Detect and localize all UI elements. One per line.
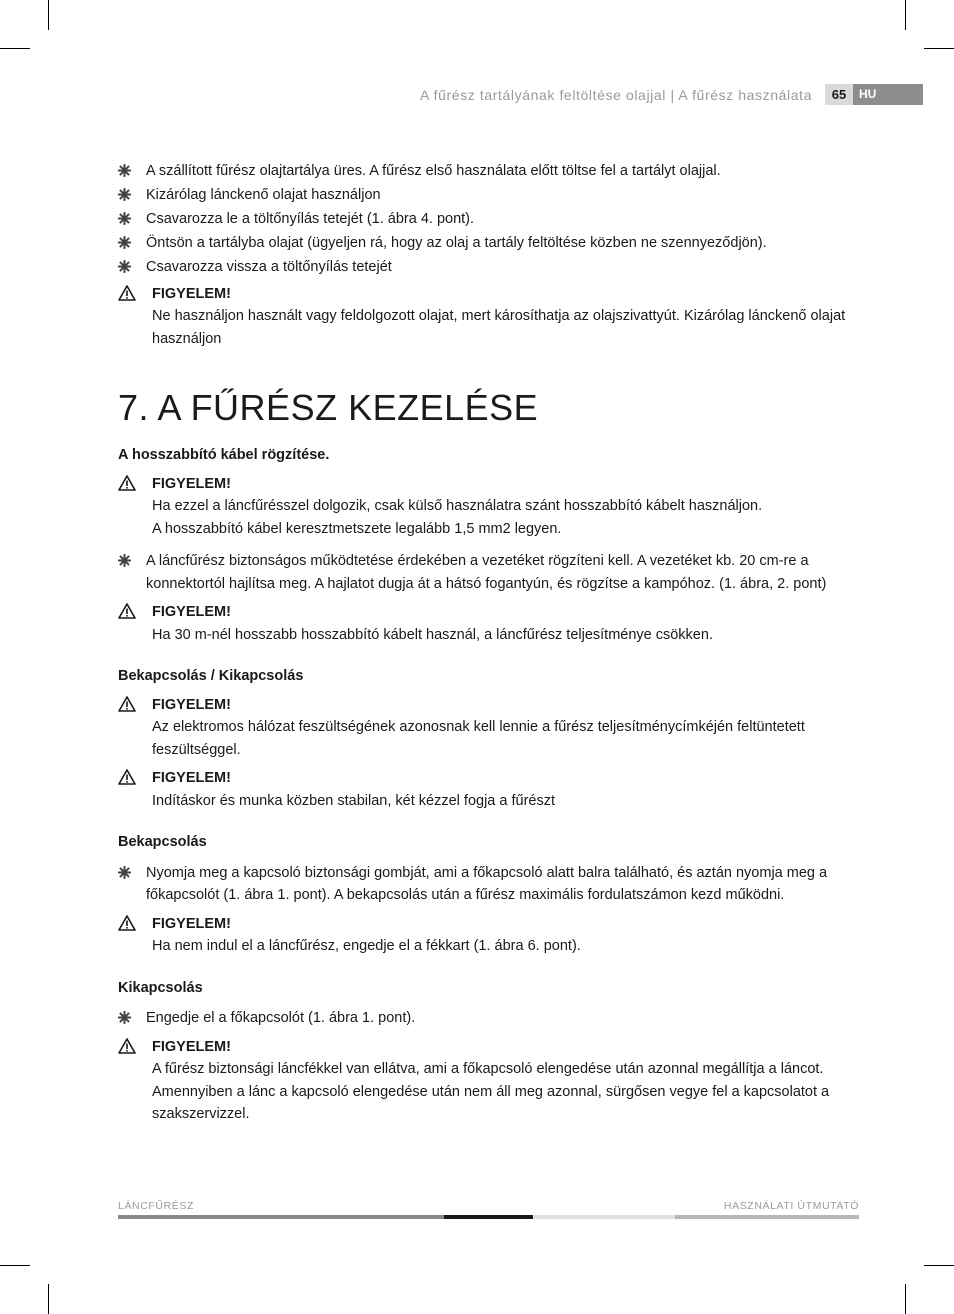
bullet-text: Csavarozza vissza a töltőnyílás tetejét [146, 259, 392, 275]
warning-icon [118, 475, 136, 491]
warning-title: FIGYELEM! [152, 915, 231, 932]
bullet-text: Csavarozza le a töltőnyílás tetejét (1. ábra 4. pont). [146, 211, 475, 227]
crop-mark [0, 48, 30, 49]
bullet-icon [118, 188, 131, 201]
list-item [118, 550, 858, 595]
bullet-icon [118, 1011, 131, 1024]
warning-title: FIGYELEM! [152, 770, 231, 786]
warning-icon [118, 603, 136, 619]
warning-icon [118, 769, 136, 785]
footer-product: LÁNCFŰRÉSZ [118, 1200, 195, 1212]
warning-block [118, 1036, 858, 1126]
bullet-list [118, 160, 858, 279]
page-content [118, 160, 858, 1126]
warning-block [118, 283, 858, 351]
bullet-icon [118, 236, 131, 249]
warning-title: FIGYELEM! [152, 696, 231, 713]
list-item [118, 256, 858, 279]
footer-bar [118, 1215, 859, 1219]
warning-block [118, 913, 858, 958]
list-item [118, 232, 858, 255]
footer-bar-segment [533, 1215, 675, 1219]
warning-text: A hosszabbító kábel keresztmetszete legalább 1,5 mm2 legyen. [152, 520, 562, 537]
warning-block [118, 601, 858, 646]
bullet-text: Öntsön a tartályba olajat (ügyeljen rá, hogy az olaj a tartály feltöltése közben ne szennyeződjön). [146, 235, 767, 251]
subheading: Kikapcsolás [118, 979, 203, 996]
subheading: Bekapcsolás / Kikapcsolás [118, 668, 304, 684]
footer-doc-type: HASZNÁLATI ÚTMUTATÓ [723, 1200, 859, 1212]
list-item [118, 208, 858, 231]
footer-bar-segment [675, 1215, 859, 1219]
list-item [118, 862, 858, 907]
language-tag: HU [853, 84, 923, 105]
warning-icon [118, 1038, 136, 1054]
warning-icon [118, 285, 136, 301]
list-item [118, 184, 858, 207]
subheading: Bekapcsolás [118, 834, 207, 850]
bullet-icon [118, 212, 131, 225]
crop-mark [905, 0, 906, 30]
crop-mark [48, 1284, 49, 1314]
warning-block [118, 473, 858, 541]
bullet-icon [118, 866, 131, 879]
crop-mark [48, 0, 49, 30]
warning-text: Amennyiben a lánc a kapcsoló elengedése után nem áll meg azonnal, sürgősen vegye fel a kapcsolatot a szakszervizzel. [152, 1083, 830, 1122]
warning-block [118, 767, 858, 812]
warning-icon [118, 915, 136, 931]
warning-text: A fűrész biztonsági láncfékkel van ellátva, ami a főkapcsoló elengedése után azonnal megállítja a láncot. [152, 1061, 824, 1077]
warning-icon [118, 696, 136, 712]
bullet-text: A láncfűrész biztonságos működtetése érdekében a vezetéket rögzíteni kell. A vezetéket kb. 20 cm-re a konnektortól hajlítsa meg. A hajlatot dugja át a hátsó fogantyún, és rögzítse a kampóhoz. (1. ábra, 2. pont) [146, 553, 827, 592]
bullet-text: A szállított fűrész olajtartálya üres. A fűrész első használata előtt töltse fel a tartályt olajjal. [146, 163, 721, 179]
footer-bar-segment [444, 1215, 533, 1219]
warning-text: Indításkor és munka közben stabilan, két kézzel fogja a fűrészt [152, 792, 555, 809]
warning-title: FIGYELEM! [152, 1038, 231, 1055]
bullet-icon [118, 164, 131, 177]
bullet-icon [118, 260, 131, 273]
subheading: A hosszabbító kábel rögzítése. [118, 447, 330, 463]
warning-title: FIGYELEM! [152, 285, 231, 302]
warning-text: Ne használjon használt vagy feldolgozott olajat, mert károsíthatja az olajszivattyút. Kizárólag lánckenő olajat használjon [152, 308, 846, 347]
bullet-text: Kizárólag lánckenő olajat használjon [146, 187, 381, 203]
list-item [118, 160, 858, 183]
section-title: 7. A FŰRÉSZ KEZELÉSE [118, 387, 539, 428]
crop-mark [0, 1265, 30, 1266]
warning-text: Az elektromos hálózat feszültségének azonosnak kell lennie a fűrész teljesítménycímkéjén feltüntetett feszültséggel. [152, 719, 805, 758]
footer-bar-segment [118, 1215, 444, 1219]
crop-mark [905, 1284, 906, 1314]
crop-mark [924, 1265, 954, 1266]
warning-title: FIGYELEM! [152, 604, 231, 620]
page-number: 65 [825, 84, 853, 105]
warning-text: Ha ezzel a láncfűrésszel dolgozik, csak külső használatra szánt hosszabbító kábelt használjon. [152, 498, 763, 514]
list-item [118, 1007, 858, 1030]
running-header: A fűrész tartályának feltöltése olajjal | A fűrész használata [420, 87, 812, 103]
warning-text: Ha nem indul el a láncfűrész, engedje el a fékkart (1. ábra 6. pont). [152, 938, 581, 954]
warning-text: Ha 30 m-nél hosszabb hosszabbító kábelt használ, a láncfűrész teljesítménye csökken. [152, 626, 713, 643]
bullet-text: Engedje el a főkapcsolót (1. ábra 1. pont). [146, 1010, 416, 1026]
crop-mark [924, 48, 954, 49]
warning-title: FIGYELEM! [152, 475, 231, 492]
warning-block [118, 694, 858, 762]
bullet-text: Nyomja meg a kapcsoló biztonsági gombját, ami a főkapcsoló alatt balra található, és aztán nyomja meg a főkapcsolót (1. ábra 1. pont). A bekapcsolás után a fűrész maximális fordulatszámon kezd működni. [146, 864, 828, 903]
bullet-icon [118, 554, 131, 567]
page-badge [825, 84, 923, 105]
